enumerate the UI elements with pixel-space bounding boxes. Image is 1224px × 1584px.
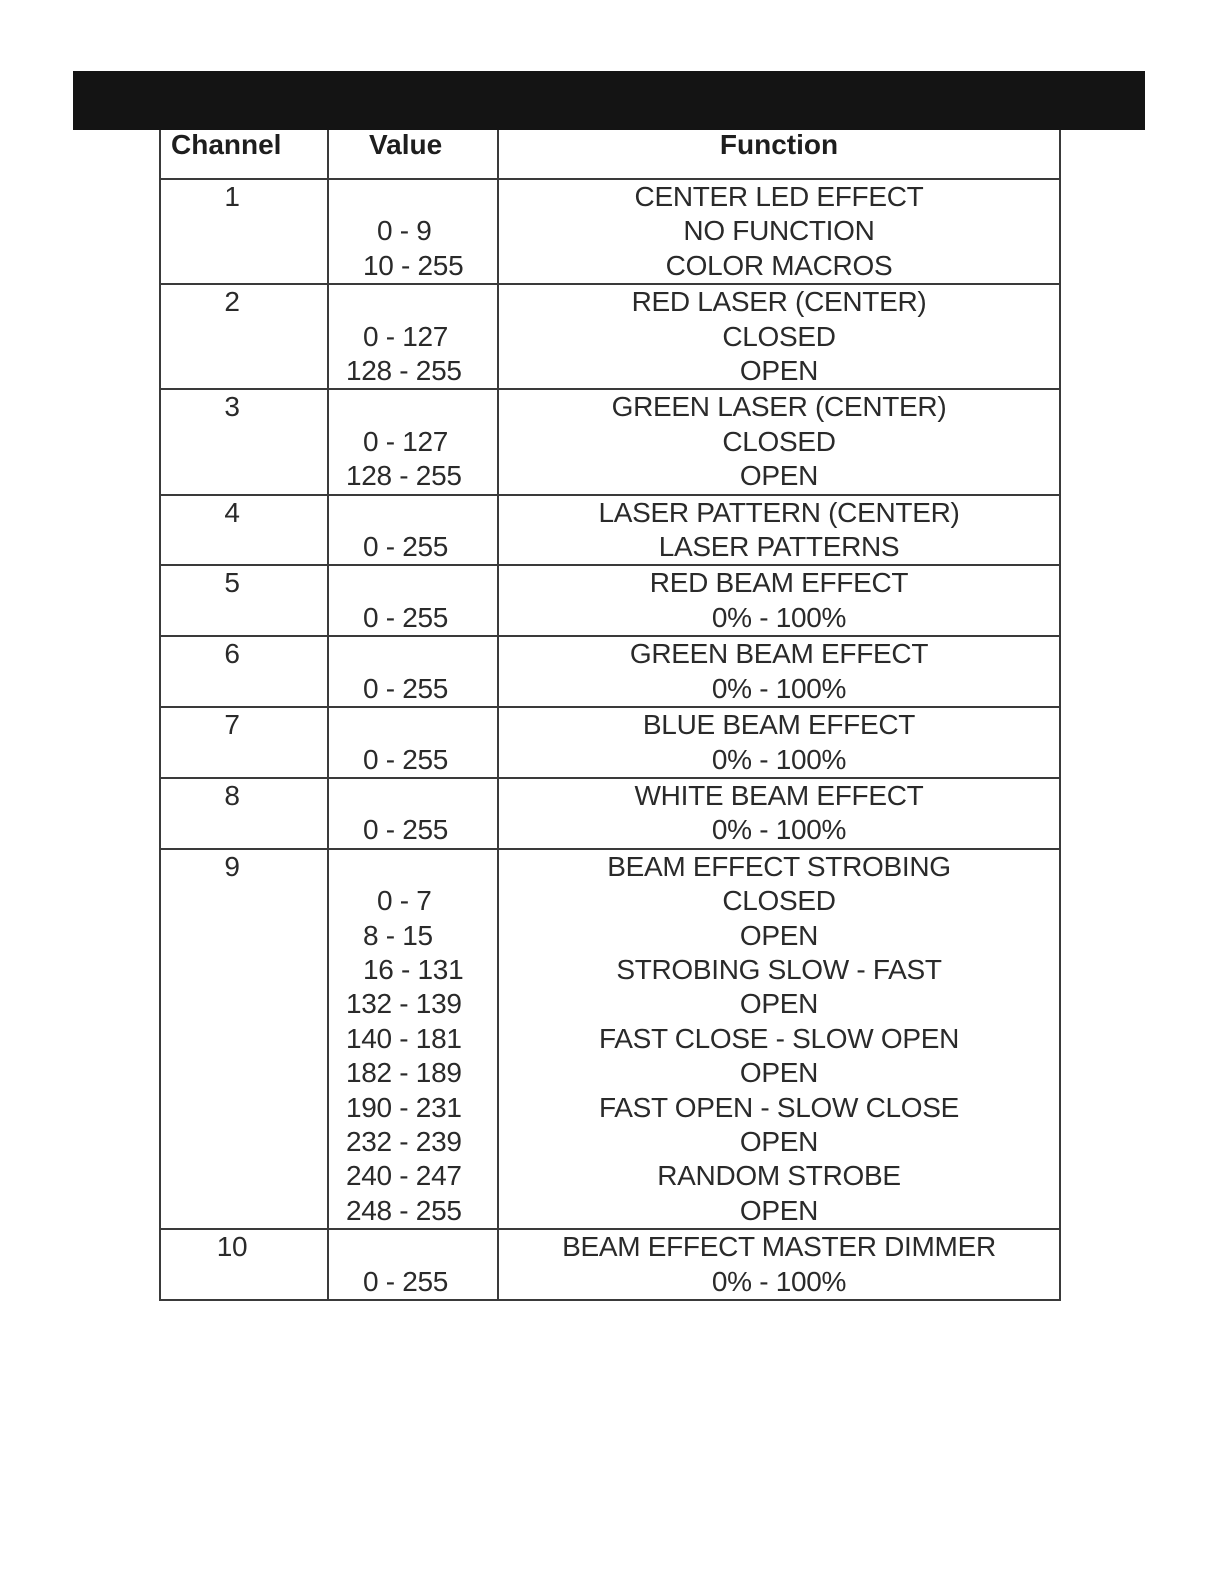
dmx-channel-table [159, 130, 1061, 1301]
table-row [160, 1229, 1060, 1300]
function-label: STROBING SLOW - FAST [616, 953, 942, 985]
function-label: RED BEAM EFFECT [649, 567, 909, 599]
function-cell [498, 1229, 1060, 1300]
function-label: 0% - 100% [711, 814, 847, 846]
function-label: COLOR MACROS [665, 249, 893, 281]
channel-cell [160, 1229, 328, 1300]
function-cell [498, 495, 1060, 566]
function-cell [498, 179, 1060, 284]
function-label: CLOSED [722, 885, 836, 917]
channel-number: 9 [224, 850, 240, 882]
value-range: 132 - 139 [346, 988, 462, 1020]
value-range: 0 - 127 [363, 425, 449, 457]
function-label: RED LASER (CENTER) [631, 286, 927, 318]
function-label: OPEN [739, 460, 819, 492]
function-label: BLUE BEAM EFFECT [642, 709, 916, 741]
channel-cell [160, 565, 328, 636]
channel-cell [160, 778, 328, 849]
value-range: 182 - 189 [346, 1057, 462, 1089]
table-row [160, 849, 1060, 1229]
function-label: CLOSED [722, 425, 836, 457]
function-label: OPEN [739, 988, 819, 1020]
value-range: 0 - 127 [363, 320, 449, 352]
value-cell [328, 284, 498, 389]
channel-number: 7 [224, 709, 240, 741]
value-range: 128 - 255 [346, 460, 462, 492]
value-range [329, 285, 497, 319]
function-label: LASER PATTERNS [658, 531, 900, 563]
channel-cell [160, 284, 328, 389]
function-label: OPEN [739, 1057, 819, 1089]
function-label: CENTER LED EFFECT [634, 181, 924, 212]
function-label: NO FUNCTION [683, 215, 875, 247]
function-label: BEAM EFFECT STROBING [607, 850, 951, 882]
function-label: 0% - 100% [711, 1265, 847, 1297]
value-cell [328, 179, 498, 284]
value-range: 140 - 181 [346, 1022, 462, 1054]
value-range: 0 - 255 [363, 601, 449, 633]
value-range: 0 - 255 [363, 743, 449, 775]
value-range [329, 779, 497, 813]
value-range [329, 637, 497, 671]
channel-number: 10 [216, 1231, 248, 1263]
table-header-row [160, 130, 1060, 179]
value-range: 190 - 231 [346, 1091, 462, 1123]
table-row [160, 778, 1060, 849]
value-range: 8 - 15 [363, 919, 433, 951]
function-cell [498, 636, 1060, 707]
channel-cell [160, 495, 328, 566]
function-label: 0% - 100% [711, 601, 847, 633]
table-row [160, 495, 1060, 566]
table-row [160, 284, 1060, 389]
value-range [329, 850, 497, 884]
value-cell [328, 778, 498, 849]
value-cell [328, 495, 498, 566]
value-range [329, 566, 497, 600]
function-label: BEAM EFFECT MASTER DIMMER [562, 1231, 996, 1263]
table-row [160, 707, 1060, 778]
channel-cell [160, 707, 328, 778]
table-row [160, 636, 1060, 707]
value-cell [328, 636, 498, 707]
channel-cell [160, 849, 328, 1229]
function-label: CLOSED [722, 320, 836, 352]
value-range [329, 496, 497, 530]
function-label: GREEN LASER (CENTER) [611, 391, 947, 423]
function-label: GREEN BEAM EFFECT [629, 638, 929, 670]
channel-number: 4 [224, 496, 240, 528]
value-range: 128 - 255 [346, 355, 462, 387]
function-cell [498, 707, 1060, 778]
channel-number: 6 [224, 638, 240, 670]
channel-number: 3 [224, 391, 240, 423]
function-label: 0% - 100% [711, 743, 847, 775]
value-cell [328, 389, 498, 494]
table-row [160, 565, 1060, 636]
value-range: 240 - 247 [346, 1160, 462, 1192]
value-range: 248 - 255 [346, 1194, 462, 1226]
table-row [160, 389, 1060, 494]
function-column-header: Function [498, 130, 1060, 179]
function-label: LASER PATTERN (CENTER) [598, 496, 960, 528]
function-label: OPEN [739, 1125, 819, 1157]
channel-cell [160, 389, 328, 494]
value-range: 232 - 239 [346, 1125, 462, 1157]
value-range: 0 - 7 [377, 885, 432, 917]
value-range: 16 - 131 [363, 953, 464, 985]
header-bar [73, 71, 1145, 130]
value-range: 0 - 255 [363, 814, 449, 846]
value-range: 0 - 255 [363, 672, 449, 704]
channel-number: 1 [224, 181, 240, 212]
value-cell [328, 849, 498, 1229]
value-range: 0 - 9 [377, 215, 432, 247]
channel-cell [160, 636, 328, 707]
value-range [329, 1230, 497, 1264]
table-body [160, 179, 1060, 1300]
value-range: 0 - 255 [363, 1265, 449, 1297]
channel-number: 2 [224, 286, 240, 318]
function-cell [498, 389, 1060, 494]
value-cell [328, 565, 498, 636]
value-range: 0 - 255 [363, 531, 449, 563]
function-label: OPEN [739, 919, 819, 951]
function-cell [498, 778, 1060, 849]
function-label: OPEN [739, 355, 819, 387]
function-cell [498, 284, 1060, 389]
table-row [160, 179, 1060, 284]
function-label: 0% - 100% [711, 672, 847, 704]
function-cell [498, 565, 1060, 636]
value-range: 10 - 255 [363, 249, 464, 281]
channel-column-header: Channel [160, 130, 328, 179]
function-label: FAST OPEN - SLOW CLOSE [598, 1091, 960, 1123]
value-range [329, 180, 497, 214]
value-cell [328, 707, 498, 778]
function-label: FAST CLOSE - SLOW OPEN [598, 1022, 960, 1054]
function-cell [498, 849, 1060, 1229]
value-range [329, 390, 497, 424]
function-label: OPEN [739, 1194, 819, 1226]
value-column-header: Value [328, 130, 498, 179]
channel-number: 8 [224, 779, 240, 811]
channel-cell [160, 179, 328, 284]
channel-number: 5 [224, 567, 240, 599]
value-range [329, 708, 497, 742]
function-label: RANDOM STROBE [657, 1160, 901, 1192]
function-label: WHITE BEAM EFFECT [634, 779, 924, 811]
value-cell [328, 1229, 498, 1300]
